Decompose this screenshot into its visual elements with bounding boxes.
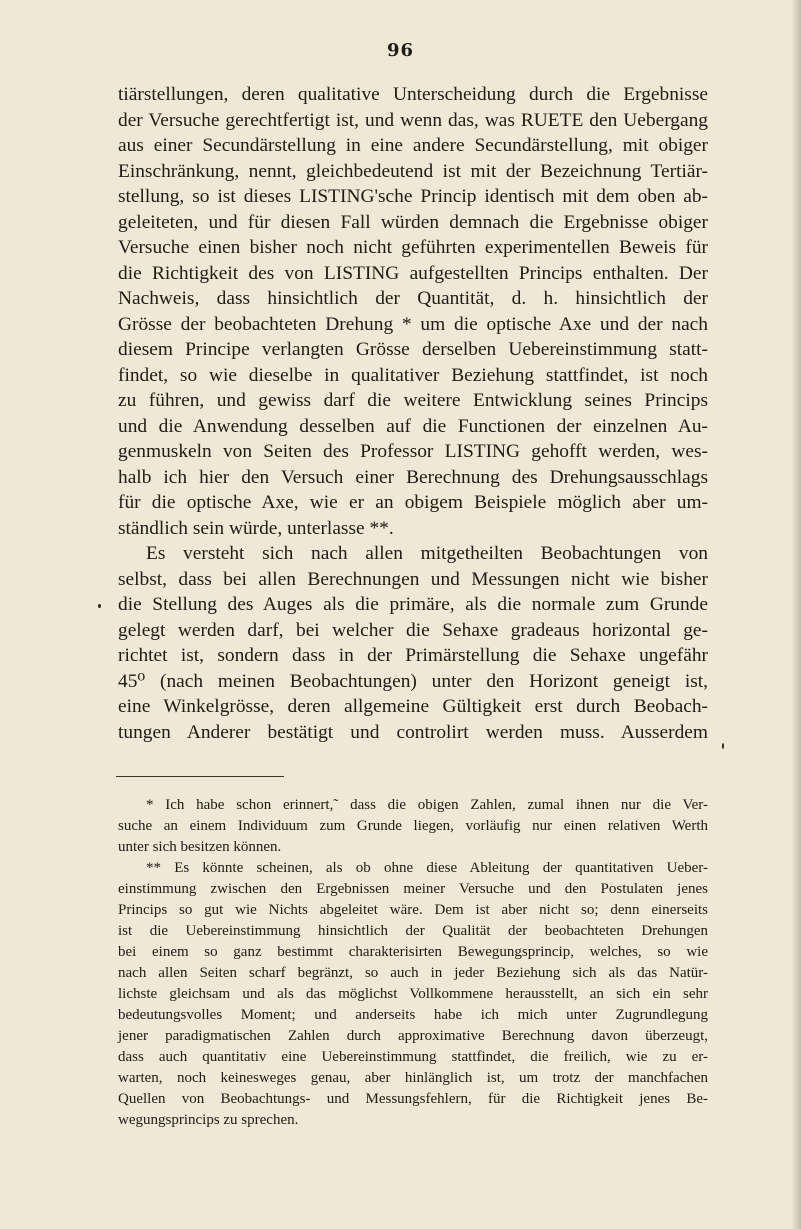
text-line: die Stellung des Auges als die primäre, als die normale zum Grunde — [118, 594, 708, 615]
page-number: 96 — [386, 40, 415, 61]
page-edge-shadow — [791, 0, 801, 1229]
scan-speck — [98, 604, 101, 608]
text-line: geleiteten, und für diesen Fall würden demnach die Ergebnisse obiger — [118, 211, 708, 233]
footnote-line: einstimmung zwischen den Ergebnissen meiner Versuche und den Postulaten jenes — [118, 881, 708, 897]
footnote-line: suche an einem Individuum zum Grunde liegen, vorläufig nur einen relativen Werth — [118, 818, 708, 834]
text-line: tiärstellungen, deren qualitative Unterscheidung durch die Ergebnisse — [118, 84, 708, 105]
text-line: Versuche einen bisher noch nicht geführten experimentellen Beweis für — [118, 237, 708, 258]
footnote-line: jener paradigmatischen Zahlen durch approximative Berechnung davon überzeugt, — [118, 1028, 708, 1044]
footnote-line: dass auch quantitativ eine Uebereinstimmung stattfindet, die freilich, wie zu er- — [118, 1049, 708, 1065]
text-line: tungen Anderer bestätigt und controlirt werden muss. Ausserdem — [118, 721, 708, 743]
text-line: Es versteht sich nach allen mitgetheilten Beobachtungen von — [146, 543, 708, 564]
text-line: Einschränkung, nennt, gleichbedeutend ist mit der Bezeichnung Tertiär- — [118, 160, 708, 182]
text-line: selbst, dass bei allen Berechnungen und Messungen nicht wie bisher — [118, 568, 708, 590]
text-line: und die Anwendung desselben auf die Functionen der einzelnen Au- — [118, 415, 708, 437]
text-line: 45⁰ (nach meinen Beobachtungen) unter den Horizont geneigt ist, — [118, 670, 708, 692]
footnote-line: Princips so gut wie Nichts abgeleitet wäre. Dem ist aber nicht so; denn einerseits — [118, 902, 708, 918]
text-line: zu führen, und gewiss darf die weitere Entwicklung seines Princips — [118, 390, 708, 411]
text-line: eine Winkelgrösse, deren allgemeine Gültigkeit erst durch Beobach- — [118, 696, 708, 717]
footnote-separator — [116, 776, 284, 777]
text-line: findet, so wie dieselbe in qualitativer Beziehung stattfindet, ist noch — [118, 364, 708, 386]
text-line: richtet ist, sondern dass in der Primärstellung die Sehaxe ungefähr — [118, 645, 708, 666]
text-line: die Richtigkeit des von LISTING aufgestellten Princips enthalten. Der — [118, 262, 708, 284]
footnote-line: nach allen Seiten scharf begränzt, so auch in jeder Beziehung sich als das Natür- — [118, 965, 708, 981]
footnote-line: ** Es könnte scheinen, als ob ohne diese Ableitung der quantitativen Ueber- — [146, 860, 708, 876]
text-line: ständlich sein würde, unterlasse **. — [118, 517, 394, 539]
footnote-line: wegungsprincips zu sprechen. — [118, 1112, 299, 1128]
text-line: halb ich hier den Versuch einer Berechnung des Drehungsausschlags — [118, 466, 708, 488]
text-line: stellung, so ist dieses LISTING'sche Princip identisch mit dem oben ab- — [118, 186, 708, 207]
text-line: der Versuche gerechtfertigt ist, und wenn das, was RUETE den Uebergang — [118, 109, 708, 131]
footnote-line: lichste gleichsam und als das möglichst Vollkommene herausstellt, an sich ein sehr — [118, 986, 708, 1002]
text-line: gelegt werden darf, bei welcher die Sehaxe gradeaus horizontal ge- — [118, 619, 708, 641]
footnote-line: bedeutungsvolles Moment; und anderseits habe ich mich unter Zugrundlegung — [118, 1007, 708, 1023]
footnote-line: Quellen von Beobachtungs- und Messungsfehlern, für die Richtigkeit jenes Be- — [118, 1091, 708, 1107]
footnote-line: bei einem so ganz bestimmt charakterisirten Bewegungsprincip, welches, so wie — [118, 944, 708, 960]
footnote-line: unter sich besitzen können. — [118, 839, 282, 855]
text-line: Grösse der beobachteten Drehung * um die optische Axe und der nach — [118, 313, 708, 335]
text-line: diesem Principe verlangten Grösse derselben Uebereinstimmung statt- — [118, 339, 708, 360]
text-line: Nachweis, dass hinsichtlich der Quantität, d. h. hinsichtlich der — [118, 288, 708, 309]
footnote-line: * Ich habe schon erinnert,˜ dass die obigen Zahlen, zumal ihnen nur die Ver- — [146, 797, 708, 813]
text-line: genmuskeln von Seiten des Professor LISTING gehofft werden, wes- — [118, 441, 708, 462]
footnote-line: ist die Uebereinstimmung hinsichtlich der Qualität der beobachteten Drehungen — [118, 923, 708, 939]
main-text — [118, 82, 708, 745]
text-line: aus einer Secundärstellung in eine andere Secundärstellung, mit obiger — [118, 135, 708, 156]
scan-speck — [722, 743, 724, 749]
text-line: für die optische Axe, wie er an obigem Beispiele möglich aber um- — [118, 492, 708, 513]
footnotes — [118, 795, 708, 1131]
footnote-line: warten, noch keinesweges genau, aber hinlänglich ist, um trotz der manchfachen — [118, 1070, 708, 1086]
